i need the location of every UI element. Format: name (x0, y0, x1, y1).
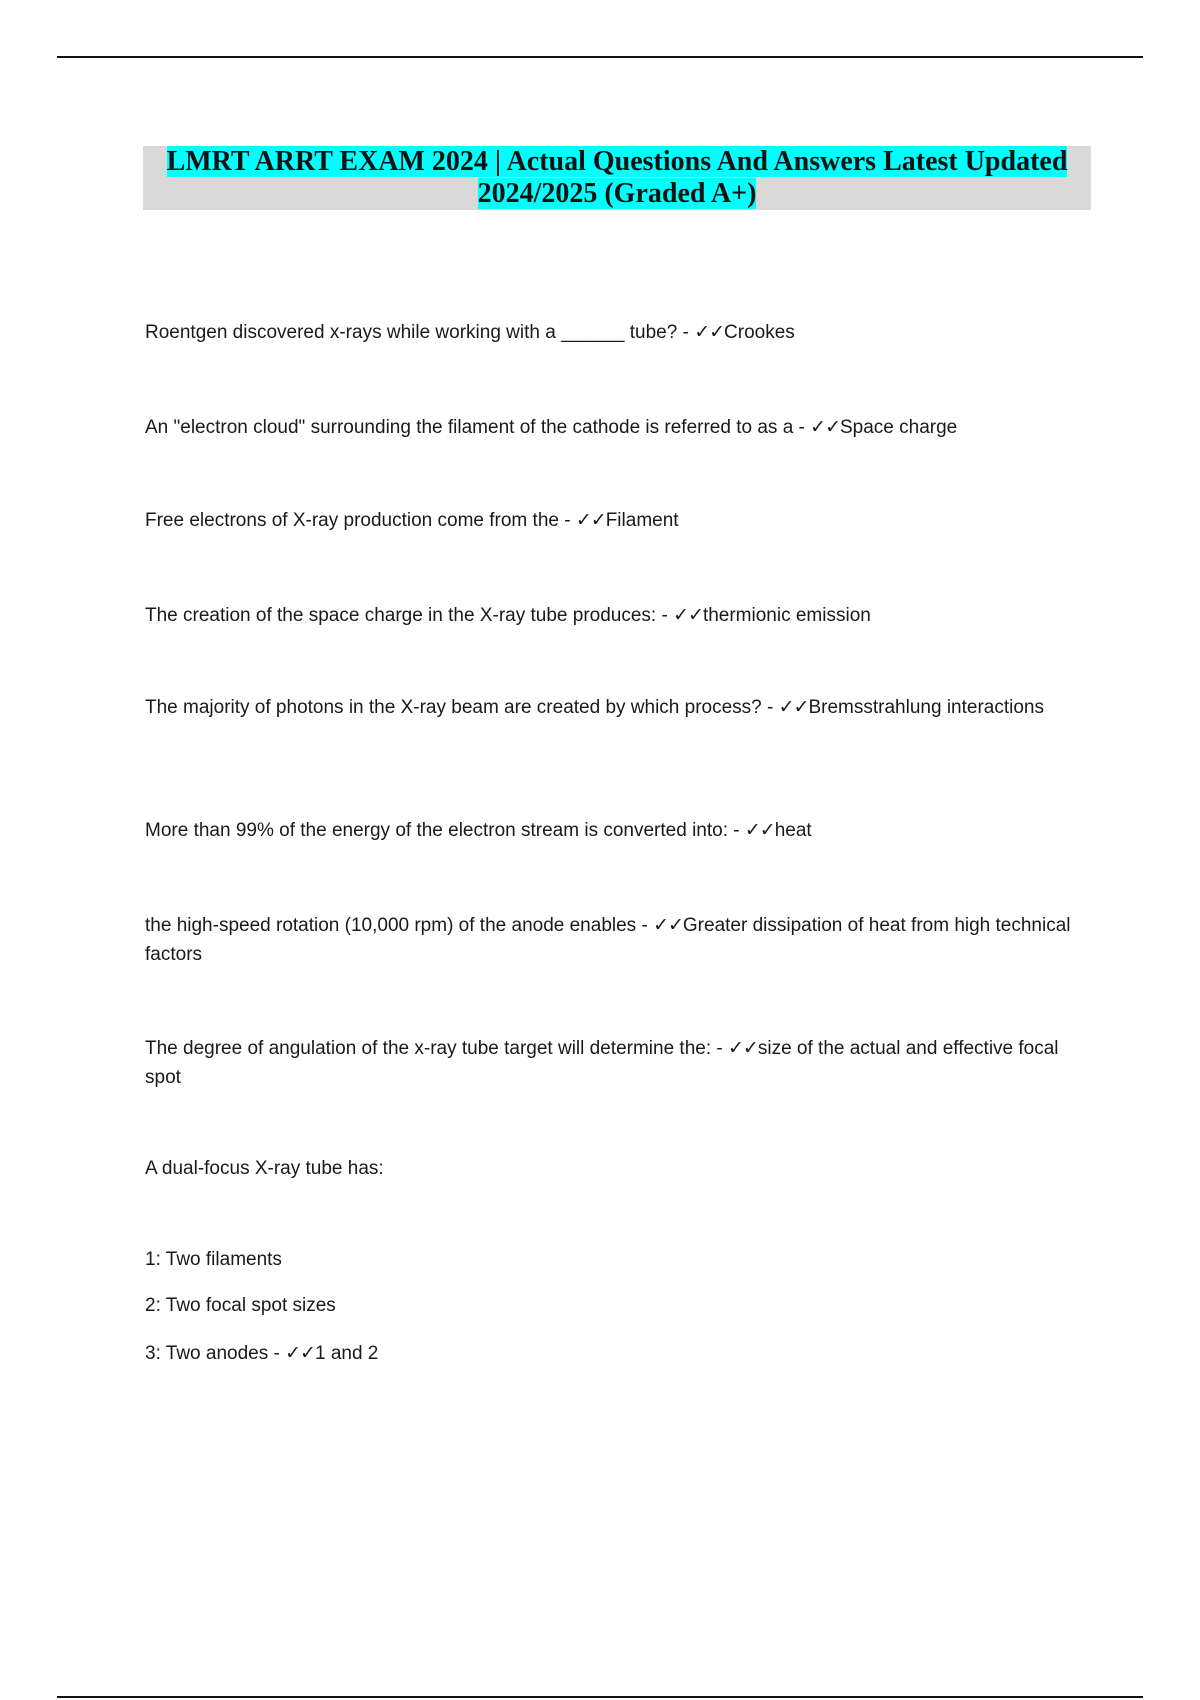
check-icon: ✓✓ (285, 1343, 315, 1364)
footer-rule (57, 1696, 1143, 1698)
qa-item-8 (145, 1034, 1085, 1092)
separator: - (636, 915, 654, 936)
check-icon: ✓✓ (673, 605, 703, 626)
separator: - (656, 605, 674, 626)
separator: - (268, 1343, 286, 1364)
question-text: the high-speed rotation (10,000 rpm) of the anode enables (145, 915, 637, 936)
qa-item-4 (145, 601, 1085, 630)
separator: - (793, 417, 811, 438)
question-text: The majority of photons in the X-ray beam are created by which process? (145, 697, 762, 718)
header-rule (57, 56, 1143, 58)
answer-text: Filament (605, 510, 679, 531)
title-line-1: LMRT ARRT EXAM 2024 | Actual Questions And Answers Latest Updated (166, 146, 1068, 177)
check-icon: ✓✓ (694, 322, 725, 343)
qa-item-5 (145, 693, 1085, 722)
separator: - (558, 510, 576, 531)
separator: - (761, 697, 779, 718)
check-icon: ✓✓ (810, 417, 840, 438)
multi-question-option-1: 1: Two filaments (145, 1249, 282, 1270)
answer-text: heat (774, 820, 812, 841)
document-title (143, 146, 1091, 210)
answer-text: Bremsstrahlung interactions (808, 697, 1044, 718)
separator: - (677, 322, 695, 343)
question-text: The degree of angulation of the x-ray tube target will determine the: (145, 1038, 712, 1059)
answer-text: thermionic emission (702, 605, 871, 626)
check-icon: ✓✓ (778, 697, 809, 718)
check-icon: ✓✓ (653, 915, 683, 936)
qa-item-3 (145, 506, 1085, 535)
qa-item-6 (145, 816, 1085, 845)
qa-item-7 (145, 911, 1085, 969)
separator: - (728, 820, 745, 841)
check-icon: ✓✓ (575, 510, 606, 531)
option-text: 3: Two anodes (145, 1343, 269, 1364)
answer-text: Greater dissipation of heat from high technical factors (145, 915, 1071, 965)
qa-item-2 (145, 413, 1085, 442)
answer-text: Crookes (724, 322, 795, 343)
question-text: The creation of the space charge in the X-ray tube produces: (145, 605, 657, 626)
question-text: An "electron cloud" surrounding the filament of the cathode is referred to as a (145, 417, 794, 438)
answer-text: size of the actual and effective focal spot (145, 1038, 1059, 1088)
question-text: Free electrons of X-ray production come from the (145, 510, 559, 531)
answer-text: 1 and 2 (314, 1343, 379, 1364)
separator: - (711, 1038, 729, 1059)
title-line-2: 2024/2025 (Graded A+) (477, 178, 757, 209)
check-icon: ✓✓ (744, 820, 775, 841)
multi-question-option-2: 2: Two focal spot sizes (145, 1295, 336, 1316)
multi-question-stem: A dual-focus X-ray tube has: (145, 1158, 384, 1179)
question-text: More than 99% of the energy of the electron stream is converted into: (145, 820, 728, 841)
answer-text: Space charge (840, 417, 958, 438)
check-icon: ✓✓ (728, 1038, 758, 1059)
question-text: Roentgen discovered x-rays while working with a ______ tube? (145, 322, 678, 343)
multi-question-option-3 (145, 1339, 1085, 1368)
qa-item-1 (145, 318, 1085, 347)
